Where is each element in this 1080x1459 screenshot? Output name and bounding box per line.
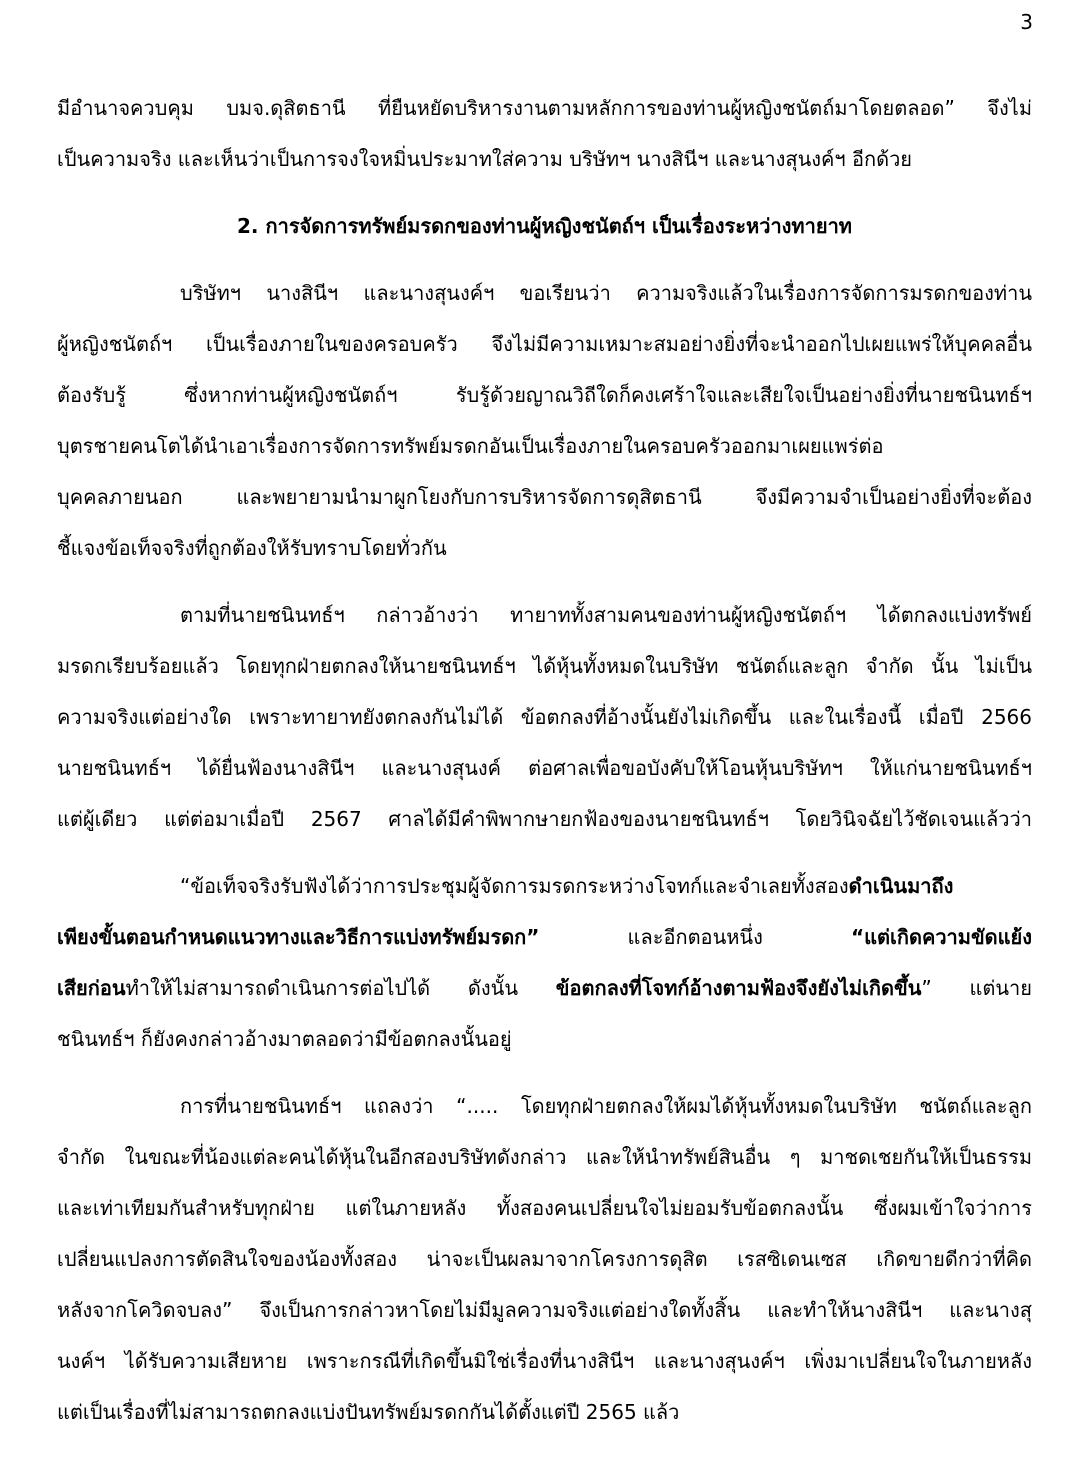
paragraph-line: ผู้หญิงชนัตถ์ฯ เป็นเรื่องภายในของครอบครัว จึงไม่มีความเหมาะสมอย่างยิ่งที่จะนำออกไปเผยแพร่ให้บุคคลอื่น xyxy=(57,332,1032,356)
quote-text: ” แต่นาย xyxy=(921,976,1033,1000)
bold-text: “แต่เกิดความขัดแย้ง xyxy=(850,925,1032,949)
paragraph xyxy=(57,1081,1032,1438)
paragraph-line: นงค์ฯ ได้รับความเสียหาย เพราะกรณีที่เกิดขึ้นมิใช่เรื่องที่นางสินีฯ และนางสุนงค์ฯ เพิ่งมาเปลี่ยนใจในภายหลัง xyxy=(57,1349,1032,1373)
paragraph xyxy=(57,268,1032,574)
section-heading: 2. การจัดการทรัพย์มรดกของท่านผู้หญิงชนัตถ์ฯ เป็นเรื่องระหว่างทายาท xyxy=(237,214,852,238)
paragraph-line xyxy=(57,1014,1032,1065)
paragraph-line: ตามที่นายชนินทธ์ฯ กล่าวอ้างว่า ทายาททั้งสามคนของท่านผู้หญิงชนัตถ์ฯ ได้ตกลงแบ่งทรัพย์ xyxy=(180,603,1032,627)
quote-text: และอีกตอนหนึ่ง xyxy=(539,925,851,949)
quote-text: ทำให้ไม่สามารถดำเนินการต่อไปได้ ดังนั้น xyxy=(125,976,556,1000)
paragraph-line: บุตรชายคนโตได้นำเอาเรื่องการจัดการทรัพย์มรดกอันเป็นเรื่องภายในครอบครัวออกมาเผยแพร่ต่อ xyxy=(57,434,884,458)
paragraph-line: เปลี่ยนแปลงการตัดสินใจของน้องทั้งสอง น่าจะเป็นผลมาจากโครงการดุสิต เรสซิเดนเซส เกิดขายดีกว่าที่คิด xyxy=(57,1247,1032,1271)
document-body xyxy=(57,83,1032,1454)
paragraph-line: แต่เป็นเรื่องที่ไม่สามารถตกลงแบ่งปันทรัพย์มรดกกันได้ตั้งแต่ปี 2565 แล้ว xyxy=(57,1400,680,1424)
paragraph-line: ต้องรับรู้ ซึ่งหากท่านผู้หญิงชนัตถ์ฯ รับรู้ด้วยญาณวิถีใดก็คงเศร้าใจและเสียใจเป็นอย่างยิ่งที่นายชนินทธ์ฯ xyxy=(57,383,1032,407)
section-heading-block xyxy=(57,201,1032,252)
page-number: 3 xyxy=(1020,10,1033,34)
paragraph-line: นายชนินทธ์ฯ ได้ยื่นฟ้องนางสินีฯ และนางสุนงค์ ต่อศาลเพื่อขอบังคับให้โอนหุ้นบริษัทฯ ให้แก่นายชนินทธ์ฯ xyxy=(57,756,1032,780)
paragraph-line: และเท่าเทียมกันสำหรับทุกฝ่าย แต่ในภายหลัง ทั้งสองคนเปลี่ยนใจไม่ยอมรับข้อตกลงนั้น ซึ่งผมเข้าใจว่าการ xyxy=(57,1196,1032,1220)
paragraph xyxy=(57,590,1032,845)
quote-text: “ข้อเท็จจริงรับฟังได้ว่าการประชุมผู้จัดการมรดกระหว่างโจทก์และจำเลยทั้งสอง xyxy=(180,874,849,898)
paragraph-line: มรดกเรียบร้อยแล้ว โดยทุกฝ่ายตกลงให้นายชนินทธ์ฯ ได้หุ้นทั้งหมดในบริษัท ชนัตถ์และลูก จำกัด นั้น ไม่เป็น xyxy=(57,654,1032,678)
paragraph-continuation xyxy=(57,83,1032,185)
paragraph-line: บุคคลภายนอก และพยายามนำมาผูกโยงกับการบริหารจัดการดุสิตธานี จึงมีความจำเป็นอย่างยิ่งที่จะต้อง xyxy=(57,485,1032,509)
paragraph-line: ชี้แจงข้อเท็จจริงที่ถูกต้องให้รับทราบโดยทั่วกัน xyxy=(57,536,447,560)
bold-text: เสียก่อน xyxy=(57,976,126,1000)
bold-text: ดำเนินมาถึง xyxy=(848,874,954,898)
paragraph-line: จำกัด ในขณะที่น้องแต่ละคนได้หุ้นในอีกสองบริษัทดังกล่าว และให้นำทรัพย์สินอื่น ๆ มาชดเชยกันให้เป็นธรรม xyxy=(57,1145,1032,1169)
paragraph-line: เป็นความจริง และเห็นว่าเป็นการจงใจหมิ่นประมาทใส่ความ บริษัทฯ นางสินีฯ และนางสุนงค์ฯ อีกด้วย xyxy=(57,147,913,171)
paragraph-line xyxy=(57,963,1032,1014)
paragraph-line: ความจริงแต่อย่างใด เพราะทายาทยังตกลงกันไม่ได้ ข้อตกลงที่อ้างนั้นยังไม่เกิดขึ้น และในเรื่องนี้ เมื่อปี 2566 xyxy=(57,705,1032,729)
paragraph-line: บริษัทฯ นางสินีฯ และนางสุนงค์ฯ ขอเรียนว่า ความจริงแล้วในเรื่องการจัดการมรดกของท่าน xyxy=(180,281,1032,305)
paragraph-line: แต่ผู้เดียว แต่ต่อมาเมื่อปี 2567 ศาลได้มีคำพิพากษายกฟ้องของนายชนินทธ์ฯ โดยวินิจฉัยไว้ชัดเจนแล้วว่า xyxy=(57,807,1032,831)
bold-text: ข้อตกลงที่โจทก์อ้างตามฟ้องจึงยังไม่เกิดขึ้น xyxy=(555,976,922,1000)
paragraph-line: มีอำนาจควบคุม บมจ.ดุสิตธานี ที่ยืนหยัดบริหารงานตามหลักการของท่านผู้หญิงชนัตถ์มาโดยตลอด” จึงไม่ xyxy=(57,96,1032,120)
paragraph-line: การที่นายชนินทธ์ฯ แถลงว่า “..... โดยทุกฝ่ายตกลงให้ผมได้หุ้นทั้งหมดในบริษัท ชนัตถ์และลูก xyxy=(180,1094,1032,1118)
paragraph-line: หลังจากโควิดจบลง” จึงเป็นการกล่าวหาโดยไม่มีมูลความจริงแต่อย่างใดทั้งสิ้น และทำให้นางสินีฯ และนางสุ xyxy=(57,1298,1032,1322)
quoted-judgment-paragraph xyxy=(57,861,1032,1065)
paragraph-line xyxy=(57,912,1032,963)
bold-text: เพียงขั้นตอนกำหนดแนวทางและวิธีการแบ่งทรัพย์มรดก” xyxy=(57,925,540,949)
paragraph-line xyxy=(57,861,1032,912)
quote-text: ชนินทธ์ฯ ก็ยังคงกล่าวอ้างมาตลอดว่ามีข้อตกลงนั้นอยู่ xyxy=(57,1027,512,1051)
